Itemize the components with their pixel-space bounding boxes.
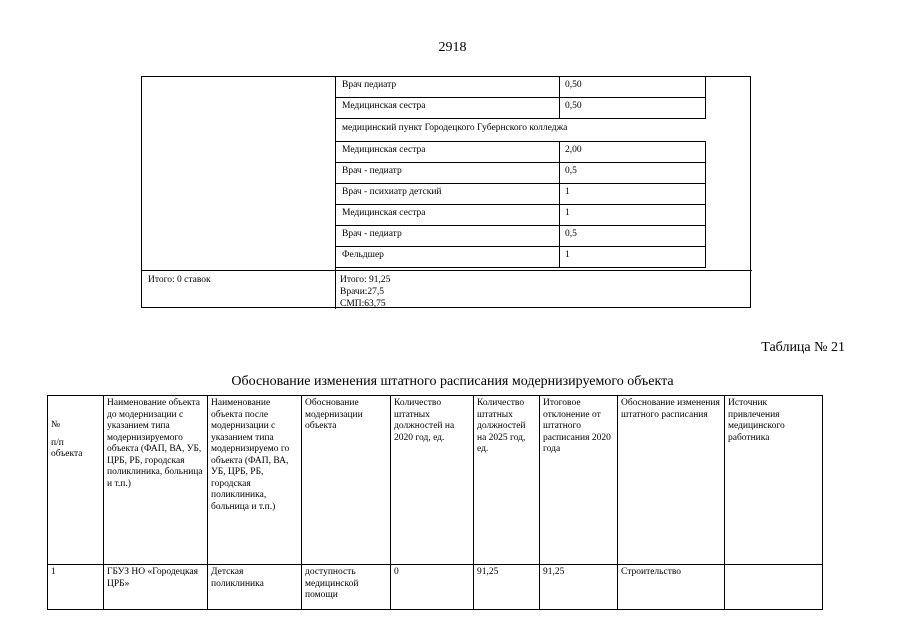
header-row [48, 396, 823, 565]
header-cell: Источник привлечения медицинского работника [725, 396, 823, 565]
staff-row [335, 204, 706, 226]
position-name: Фельдшер [342, 250, 384, 260]
staff-row [335, 141, 706, 163]
position-rate: 2,00 [565, 145, 582, 155]
position-rate: 0,50 [565, 80, 582, 90]
header-cell: Наименование объекта до модернизации с указанием типа модернизируемого объекта (ФАП, ВА, УБ, ЦРБ, РБ, городская поликлиника, больница и т.п.) [104, 396, 208, 565]
position-name: Врач - педиатр [342, 166, 402, 176]
table-row [48, 565, 823, 610]
table-cell: 1 [48, 565, 104, 610]
table-cell [725, 565, 823, 610]
position-rate: 0,5 [565, 166, 577, 176]
college-subheading: медицинский пункт Городецкого Губернского колледжа [342, 123, 568, 133]
table-cell: доступность медицинской помощи [302, 565, 391, 610]
table-cell: 91,25 [540, 565, 618, 610]
header-cell: Обоснование изменения штатного расписания [618, 396, 725, 565]
staff-row [335, 97, 706, 119]
table-cell: 91,25 [474, 565, 540, 610]
table-cell: Детская поликлиника [208, 565, 302, 610]
header-cell-number: № п/п объекта [48, 396, 104, 565]
position-name: Медицинская сестра [342, 101, 426, 111]
table-number-label: Таблица № 21 [761, 340, 845, 355]
header-cell: Количество штатных должностей на 2020 год, ед. [391, 396, 474, 565]
staff-table-continuation [141, 76, 751, 308]
total-right [340, 274, 390, 310]
position-name: Медицинская сестра [342, 145, 426, 155]
position-name: Медицинская сестра [342, 208, 426, 218]
position-rate: 1 [565, 250, 570, 260]
table-cell: Строительство [618, 565, 725, 610]
header-cell: Количество штатных должностей на 2025 год, ед. [474, 396, 540, 565]
staff-row [335, 76, 706, 98]
position-rate: 0,5 [565, 229, 577, 239]
table-cell: ГБУЗ НО «Городецкая ЦРБ» [104, 565, 208, 610]
position-name: Врач - педиатр [342, 229, 402, 239]
staff-row [335, 183, 706, 205]
staff-row [335, 162, 706, 184]
position-rate: 0,50 [565, 101, 582, 111]
position-name: Врач педиатр [342, 80, 397, 90]
total-left: Итого: 0 ставок [148, 275, 211, 285]
position-rate: 1 [565, 208, 570, 218]
header-cell: Наименование объекта после модернизации с указанием типа модернизируемо го объекта (ФАП, ВА, УБ, ЦРБ, РБ, городская поликлиника, больница и т.п.) [208, 396, 302, 565]
modernization-table [47, 395, 823, 610]
row-divider [142, 270, 752, 271]
staff-row [335, 225, 706, 247]
staff-row [335, 246, 706, 268]
nurses-line: СМП:63,75 [340, 299, 386, 309]
position-rate: 1 [565, 187, 570, 197]
header-cell: Итоговое отклонение от штатного расписания 2020 года [540, 396, 618, 565]
table-cell: 0 [391, 565, 474, 610]
table-title: Обоснование изменения штатного расписания модернизируемого объекта [231, 374, 674, 389]
doctors-line: Врачи:27,5 [340, 287, 385, 297]
position-name: Врач - психиатр детский [342, 187, 442, 197]
total-line: Итого: 91,25 [340, 275, 391, 285]
page-number: 2918 [438, 40, 467, 55]
header-cell: Обоснование модернизации объекта [302, 396, 391, 565]
